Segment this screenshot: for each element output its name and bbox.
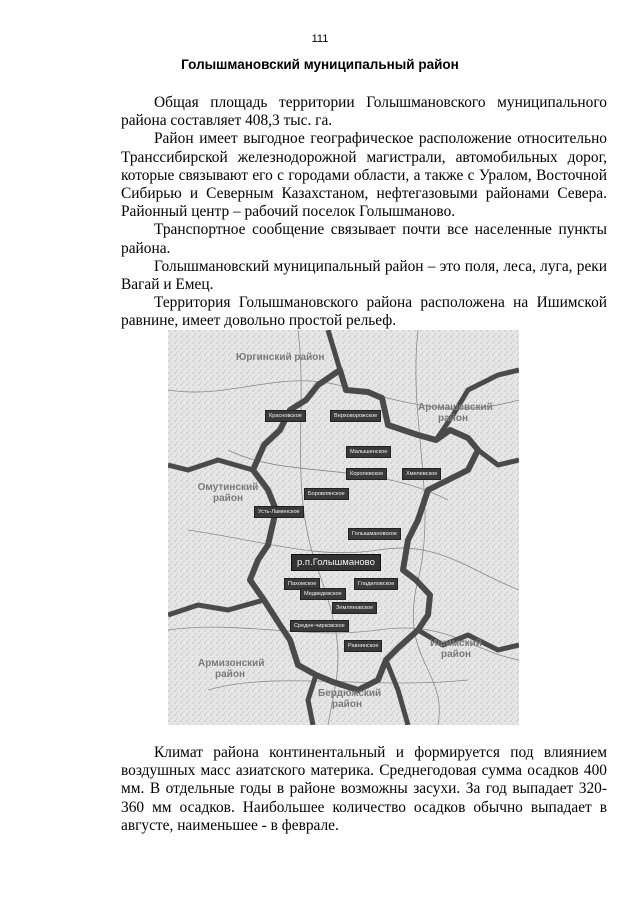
district-label-ishimsky: Ишимский район <box>430 638 482 660</box>
page-title: Голышмановский муниципальный район <box>181 57 459 72</box>
village-label: Пахомское <box>284 578 320 590</box>
village-label: Голышмановское <box>348 528 401 540</box>
village-label: Гладиловское <box>354 578 398 590</box>
paragraph: Район имеет выгодное географическое расположение относительно Транссибирской железнодорожной магистрали, автомобильных дорог, которые связывают его с городами области, а также с Уралом, Восточной Сибирью и Северным Казахстаном, нефтегазовыми районами Севера. Районный центр – рабочий поселок Голышманово. <box>121 130 607 221</box>
village-label: Хмелевское <box>402 468 441 480</box>
paragraph: Общая площадь территории Голышмановского муниципального района составляет 408,3 тыс. га. <box>121 94 607 130</box>
paragraph: Транспортное сообщение связывает почти все населенные пункты района. <box>121 221 607 257</box>
village-label-center: р.п.Голышманово <box>291 554 381 571</box>
village-label: Медведевское <box>300 588 346 600</box>
intro-text <box>121 94 607 331</box>
village-label: Средне-чирковское <box>290 620 349 632</box>
village-label: Королевское <box>346 468 387 480</box>
village-label: Красновское <box>265 410 306 422</box>
paragraph: Климат района континентальный и формируется под влиянием воздушных масс азиатского материка. Среднегодовая сумма осадков 400 мм. В отдельные годы в районе возможны засухи. За год выпадает 320-360 мм осадков. Наибольшее количество осадков обычно выпадает в августе, наименьшее - в феврале. <box>121 744 607 834</box>
paragraph: Голышмановский муниципальный район – это поля, леса, луга, реки Вагай и Емец. <box>121 257 607 294</box>
district-label-berdyuzhsky: Бердюжский район <box>318 688 382 710</box>
village-label: Равнинское <box>344 640 382 652</box>
village-label: Малышенское <box>346 446 391 458</box>
village-label: Боровлянское <box>304 488 349 500</box>
district-label-armizonsky: Армизонский район <box>198 658 265 680</box>
page-number: 111 <box>311 33 329 45</box>
district-label-omutinsky: Омутинский район <box>197 482 259 504</box>
climate-text <box>121 744 607 835</box>
village-label: Земляновское <box>332 602 377 614</box>
district-label-aromashevsky: Аромашевский район <box>418 402 493 424</box>
village-label: Верховорожское <box>330 410 381 422</box>
district-label-yurginsky: Юргинский район <box>236 352 325 363</box>
village-label: Усть-Ламенское <box>254 506 304 518</box>
district-map <box>168 330 519 725</box>
paragraph: Территория Голышмановского района расположена на Ишимской равнине, имеет довольно простой рельеф. <box>121 294 607 330</box>
